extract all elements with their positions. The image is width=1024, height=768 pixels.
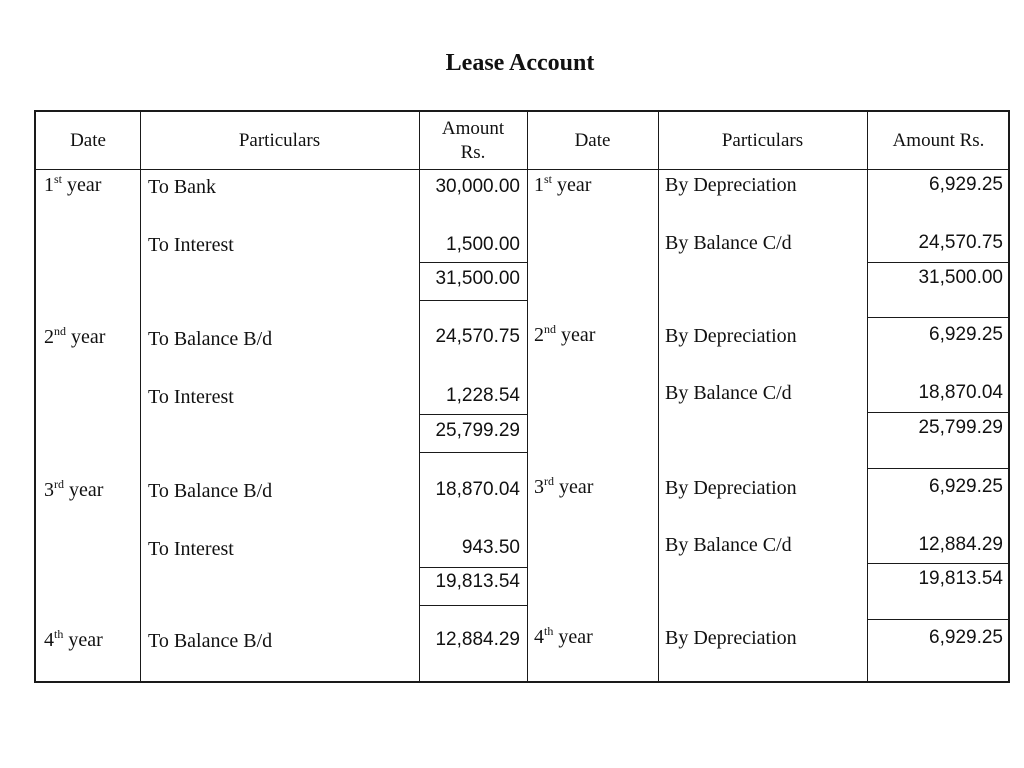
total-rule-credit (867, 619, 1010, 620)
debit-particulars: To Bank (148, 176, 217, 198)
header-date-debit: Date (70, 129, 106, 151)
total-rule-debit (419, 452, 527, 453)
debit-amount: 18,870.04 (435, 479, 520, 500)
total-rule-debit (419, 605, 527, 606)
total-rule-debit (419, 414, 527, 415)
page-title: Lease Account (445, 50, 595, 76)
debit-date-year-1: 1st year (44, 172, 102, 196)
lease-account-table (34, 110, 1010, 683)
total-rule-debit (419, 262, 527, 263)
debit-date-year-4: 4th year (44, 627, 103, 651)
header-amount-debit-line2: Rs. (460, 141, 486, 163)
debit-particulars: To Balance B/d (148, 480, 273, 502)
debit-amount: 12,884.29 (435, 629, 520, 650)
header-amount-debit (419, 112, 527, 169)
debit-amount: 943.50 (461, 537, 520, 558)
credit-total: 31,500.00 (918, 267, 1003, 288)
credit-particulars: By Depreciation (665, 477, 797, 499)
debit-particulars: To Interest (148, 386, 234, 408)
credit-particulars: By Balance C/d (665, 232, 792, 254)
total-rule-credit (867, 412, 1010, 413)
header-amount-credit: Amount Rs. (892, 129, 985, 151)
debit-amount: 1,228.54 (446, 385, 520, 406)
header-divider (36, 169, 1008, 170)
debit-date-year-3: 3rd year (44, 477, 104, 501)
debit-particulars: To Balance B/d (148, 328, 273, 350)
credit-amount: 24,570.75 (918, 232, 1003, 253)
credit-particulars: By Depreciation (665, 174, 797, 196)
credit-total: 19,813.54 (918, 568, 1003, 589)
debit-amount: 24,570.75 (435, 326, 520, 347)
credit-amount: 6,929.25 (929, 174, 1003, 195)
column-divider (527, 112, 528, 681)
debit-amount: 1,500.00 (446, 234, 520, 255)
header-particulars-credit: Particulars (721, 129, 804, 151)
credit-amount: 6,929.25 (929, 476, 1003, 497)
credit-amount: 6,929.25 (929, 627, 1003, 648)
credit-particulars: By Balance C/d (665, 382, 792, 404)
credit-particulars: By Depreciation (665, 627, 797, 649)
debit-total: 31,500.00 (435, 268, 520, 289)
total-rule-credit (867, 563, 1010, 564)
debit-total: 25,799.29 (435, 420, 520, 441)
credit-particulars: By Depreciation (665, 325, 797, 347)
total-rule-credit (867, 468, 1010, 469)
credit-date-year-4: 4th year (534, 624, 593, 648)
debit-amount: 30,000.00 (435, 176, 520, 197)
debit-particulars: To Interest (148, 234, 234, 256)
header-date-credit: Date (574, 129, 611, 151)
debit-particulars: To Balance B/d (148, 630, 273, 652)
column-divider (140, 112, 141, 681)
header-amount-debit-line1: Amount (441, 117, 505, 139)
credit-date-year-3: 3rd year (534, 474, 594, 498)
credit-date-year-1: 1st year (534, 172, 592, 196)
credit-date-year-2: 2nd year (534, 322, 596, 346)
credit-amount: 12,884.29 (918, 534, 1003, 555)
total-rule-debit (419, 567, 527, 568)
total-rule-debit (419, 300, 527, 301)
total-rule-credit (867, 317, 1010, 318)
credit-amount: 18,870.04 (918, 382, 1003, 403)
debit-particulars: To Interest (148, 538, 234, 560)
debit-date-year-2: 2nd year (44, 324, 106, 348)
credit-total: 25,799.29 (918, 417, 1003, 438)
column-divider (658, 112, 659, 681)
debit-total: 19,813.54 (435, 571, 520, 592)
total-rule-credit (867, 262, 1010, 263)
credit-particulars: By Balance C/d (665, 534, 792, 556)
credit-amount: 6,929.25 (929, 324, 1003, 345)
header-particulars-debit: Particulars (238, 129, 321, 151)
